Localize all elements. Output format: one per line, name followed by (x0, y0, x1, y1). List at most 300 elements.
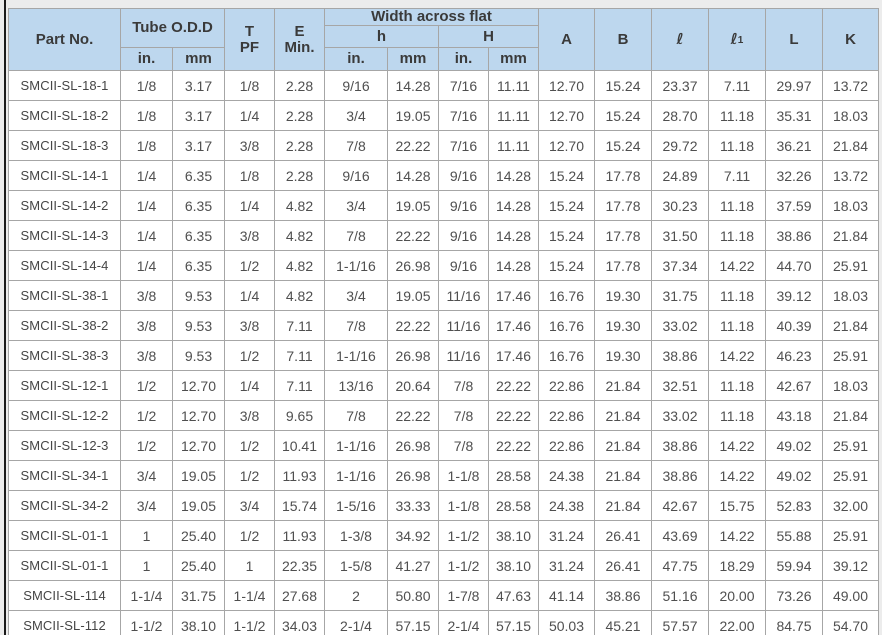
cell-l1: 11.18 (709, 311, 766, 341)
cell-t_pf: 1/4 (225, 371, 275, 401)
cell-tube_in: 1-1/2 (121, 611, 173, 635)
l1-label (730, 29, 744, 48)
cell-part_no: SMCII-SL-18-3 (9, 131, 121, 161)
cell-tube_in: 1/8 (121, 71, 173, 101)
cell-tube_mm: 12.70 (173, 401, 225, 431)
cell-tube_mm: 3.17 (173, 131, 225, 161)
cell-t_pf: 1/2 (225, 431, 275, 461)
cell-a: 15.24 (539, 191, 595, 221)
left-edge-line (4, 0, 6, 635)
cell-h_in: 1-5/8 (325, 551, 388, 581)
cell-b: 17.78 (595, 251, 652, 281)
cell-e_min: 9.65 (275, 401, 325, 431)
cell-h_mm: 33.33 (388, 491, 439, 521)
cell-e_min: 2.28 (275, 71, 325, 101)
cell-t_pf: 1/4 (225, 281, 275, 311)
cell-h_mm: 19.05 (388, 191, 439, 221)
table-row (9, 281, 879, 311)
cell-L: 35.31 (766, 101, 823, 131)
cell-part_no: SMCII-SL-12-3 (9, 431, 121, 461)
cell-h_mm: 26.98 (388, 341, 439, 371)
cell-part_no: SMCII-SL-114 (9, 581, 121, 611)
cell-h_in: 1-3/8 (325, 521, 388, 551)
cell-l1: 18.29 (709, 551, 766, 581)
cell-H_mm: 47.63 (489, 581, 539, 611)
cell-tube_in: 1/4 (121, 161, 173, 191)
cell-tube_mm: 19.05 (173, 491, 225, 521)
cell-part_no: SMCII-SL-12-2 (9, 401, 121, 431)
cell-l: 30.23 (652, 191, 709, 221)
cell-t_pf: 1/4 (225, 191, 275, 221)
cell-part_no: SMCII-SL-14-1 (9, 161, 121, 191)
h-lower-label: h (376, 27, 387, 45)
cell-L: 29.97 (766, 71, 823, 101)
cell-a: 24.38 (539, 491, 595, 521)
cell-b: 19.30 (595, 341, 652, 371)
cell-e_min: 2.28 (275, 161, 325, 191)
cell-tube_in: 1/4 (121, 221, 173, 251)
cell-l1: 14.22 (709, 461, 766, 491)
cell-b: 19.30 (595, 281, 652, 311)
col-header-part-no (9, 9, 121, 71)
cell-l1: 15.75 (709, 491, 766, 521)
cell-L: 36.21 (766, 131, 823, 161)
cell-L: 84.75 (766, 611, 823, 635)
cell-a: 15.24 (539, 161, 595, 191)
cell-l1: 22.00 (709, 611, 766, 635)
cell-h_mm: 57.15 (388, 611, 439, 635)
cell-tube_in: 3/8 (121, 341, 173, 371)
cell-k: 18.03 (823, 281, 879, 311)
cell-a: 12.70 (539, 131, 595, 161)
cell-H_in: 7/16 (439, 131, 489, 161)
e-min-line1: E (294, 22, 305, 40)
cell-h_in: 7/8 (325, 401, 388, 431)
cell-k: 21.84 (823, 401, 879, 431)
cell-l: 37.34 (652, 251, 709, 281)
cell-t_pf: 3/8 (225, 131, 275, 161)
cell-k: 18.03 (823, 191, 879, 221)
width-across-flat-label: Width across flat (371, 8, 492, 26)
cell-e_min: 7.11 (275, 311, 325, 341)
cell-H_mm: 11.11 (489, 101, 539, 131)
cell-tube_mm: 6.35 (173, 221, 225, 251)
H-in-label: in. (454, 50, 473, 68)
cell-l: 43.69 (652, 521, 709, 551)
cell-H_in: 9/16 (439, 191, 489, 221)
cell-h_in: 3/4 (325, 101, 388, 131)
cell-L: 38.86 (766, 221, 823, 251)
cell-e_min: 2.28 (275, 101, 325, 131)
cell-t_pf: 1-1/2 (225, 611, 275, 635)
cell-tube_mm: 3.17 (173, 71, 225, 101)
cell-l: 31.75 (652, 281, 709, 311)
cell-L: 44.70 (766, 251, 823, 281)
table-row (9, 431, 879, 461)
cell-k: 32.00 (823, 491, 879, 521)
table-row (9, 551, 879, 581)
cell-l1: 7.11 (709, 71, 766, 101)
cell-tube_in: 1/8 (121, 131, 173, 161)
table-row (9, 161, 879, 191)
cell-e_min: 10.41 (275, 431, 325, 461)
cell-H_in: 1-7/8 (439, 581, 489, 611)
cell-a: 31.24 (539, 521, 595, 551)
cell-L: 43.18 (766, 401, 823, 431)
cell-b: 38.86 (595, 581, 652, 611)
cell-e_min: 7.11 (275, 341, 325, 371)
cell-l: 23.37 (652, 71, 709, 101)
col-header-tube-mm (173, 48, 225, 71)
cell-tube_mm: 31.75 (173, 581, 225, 611)
cell-e_min: 4.82 (275, 221, 325, 251)
cell-part_no: SMCII-SL-14-4 (9, 251, 121, 281)
l1-base: ℓ (730, 29, 738, 48)
col-header-part-no-label: Part No. (35, 30, 94, 48)
cell-h_mm: 22.22 (388, 221, 439, 251)
cell-tube_mm: 3.17 (173, 101, 225, 131)
cell-h_in: 9/16 (325, 161, 388, 191)
cell-tube_mm: 12.70 (173, 371, 225, 401)
cell-h_in: 13/16 (325, 371, 388, 401)
cell-H_mm: 17.46 (489, 281, 539, 311)
cell-tube_in: 1/2 (121, 371, 173, 401)
table-row (9, 191, 879, 221)
cell-H_in: 7/8 (439, 401, 489, 431)
cell-k: 25.91 (823, 341, 879, 371)
cell-t_pf: 1/2 (225, 521, 275, 551)
cell-h_in: 9/16 (325, 71, 388, 101)
cell-part_no: SMCII-SL-38-3 (9, 341, 121, 371)
cell-b: 21.84 (595, 401, 652, 431)
cell-l: 32.51 (652, 371, 709, 401)
L-label: L (789, 30, 799, 48)
l-script-label: ℓ (676, 29, 684, 48)
cell-h_in: 1-1/16 (325, 341, 388, 371)
cell-t_pf: 3/8 (225, 221, 275, 251)
cell-t_pf: 1 (225, 551, 275, 581)
cell-tube_mm: 19.05 (173, 461, 225, 491)
table-row (9, 461, 879, 491)
cell-part_no: SMCII-SL-38-2 (9, 311, 121, 341)
cell-e_min: 2.28 (275, 131, 325, 161)
cell-H_in: 11/16 (439, 311, 489, 341)
e-min-line2: Min. (284, 38, 315, 56)
cell-part_no: SMCII-SL-34-1 (9, 461, 121, 491)
cell-l: 57.57 (652, 611, 709, 635)
cell-b: 17.78 (595, 221, 652, 251)
cell-tube_mm: 6.35 (173, 251, 225, 281)
cell-l: 42.67 (652, 491, 709, 521)
H-mm-label: mm (500, 50, 527, 68)
cell-k: 21.84 (823, 131, 879, 161)
cell-a: 16.76 (539, 281, 595, 311)
table-row (9, 521, 879, 551)
cell-l: 24.89 (652, 161, 709, 191)
col-header-k (823, 9, 879, 71)
cell-H_mm: 28.58 (489, 491, 539, 521)
cell-H_in: 11/16 (439, 341, 489, 371)
col-header-t-pf (225, 9, 275, 71)
cell-h_in: 1-5/16 (325, 491, 388, 521)
tube-mm-label: mm (185, 50, 212, 68)
cell-h_in: 7/8 (325, 221, 388, 251)
cell-t_pf: 1/8 (225, 71, 275, 101)
cell-part_no: SMCII-SL-01-1 (9, 551, 121, 581)
cell-l1: 14.22 (709, 251, 766, 281)
cell-t_pf: 1-1/4 (225, 581, 275, 611)
cell-tube_in: 3/4 (121, 461, 173, 491)
cell-H_in: 1-1/8 (439, 461, 489, 491)
table-row (9, 611, 879, 635)
cell-h_mm: 22.22 (388, 401, 439, 431)
cell-l1: 7.11 (709, 161, 766, 191)
cell-k: 54.70 (823, 611, 879, 635)
cell-a: 12.70 (539, 71, 595, 101)
spec-table (8, 8, 879, 635)
cell-l1: 14.22 (709, 341, 766, 371)
table-row (9, 251, 879, 281)
cell-k: 49.00 (823, 581, 879, 611)
cell-tube_in: 1-1/4 (121, 581, 173, 611)
cell-b: 17.78 (595, 161, 652, 191)
cell-L: 73.26 (766, 581, 823, 611)
cell-H_mm: 11.11 (489, 71, 539, 101)
cell-L: 32.26 (766, 161, 823, 191)
h-in-label: in. (347, 50, 365, 68)
table-row (9, 71, 879, 101)
cell-l1: 11.18 (709, 281, 766, 311)
cell-k: 25.91 (823, 431, 879, 461)
cell-h_in: 1-1/16 (325, 251, 388, 281)
cell-b: 21.84 (595, 461, 652, 491)
cell-h_in: 3/4 (325, 191, 388, 221)
cell-l: 47.75 (652, 551, 709, 581)
cell-tube_in: 3/8 (121, 281, 173, 311)
cell-H_mm: 14.28 (489, 221, 539, 251)
col-header-L (766, 9, 823, 71)
cell-h_in: 7/8 (325, 131, 388, 161)
cell-l: 31.50 (652, 221, 709, 251)
cell-l: 33.02 (652, 311, 709, 341)
cell-b: 19.30 (595, 311, 652, 341)
cell-l: 29.72 (652, 131, 709, 161)
cell-t_pf: 1/8 (225, 161, 275, 191)
cell-h_in: 1-1/16 (325, 461, 388, 491)
cell-a: 41.14 (539, 581, 595, 611)
cell-a: 24.38 (539, 461, 595, 491)
cell-h_mm: 26.98 (388, 431, 439, 461)
cell-H_in: 9/16 (439, 161, 489, 191)
cell-H_mm: 14.28 (489, 161, 539, 191)
cell-a: 12.70 (539, 101, 595, 131)
cell-tube_in: 1/2 (121, 431, 173, 461)
cell-tube_in: 1/4 (121, 251, 173, 281)
table-row (9, 221, 879, 251)
cell-L: 46.23 (766, 341, 823, 371)
cell-e_min: 22.35 (275, 551, 325, 581)
cell-L: 42.67 (766, 371, 823, 401)
cell-l1: 11.18 (709, 191, 766, 221)
cell-H_in: 1-1/8 (439, 491, 489, 521)
cell-H_in: 11/16 (439, 281, 489, 311)
cell-H_in: 1-1/2 (439, 551, 489, 581)
cell-h_mm: 41.27 (388, 551, 439, 581)
cell-k: 18.03 (823, 371, 879, 401)
cell-H_in: 7/16 (439, 101, 489, 131)
cell-L: 37.59 (766, 191, 823, 221)
t-pf-line2: PF (239, 38, 260, 56)
table-body (9, 71, 879, 635)
cell-e_min: 4.82 (275, 281, 325, 311)
cell-l1: 11.18 (709, 401, 766, 431)
cell-tube_mm: 6.35 (173, 191, 225, 221)
col-header-e-min (275, 9, 325, 71)
cell-tube_mm: 25.40 (173, 521, 225, 551)
cell-h_mm: 19.05 (388, 101, 439, 131)
col-header-a (539, 9, 595, 71)
cell-H_mm: 57.15 (489, 611, 539, 635)
cell-h_in: 3/4 (325, 281, 388, 311)
cell-h_in: 2 (325, 581, 388, 611)
cell-h_in: 7/8 (325, 311, 388, 341)
cell-t_pf: 3/8 (225, 311, 275, 341)
h-upper-label: H (483, 27, 494, 45)
cell-k: 25.91 (823, 521, 879, 551)
cell-b: 26.41 (595, 521, 652, 551)
cell-H_mm: 17.46 (489, 311, 539, 341)
table-row (9, 131, 879, 161)
cell-k: 39.12 (823, 551, 879, 581)
k-label: K (845, 30, 856, 48)
t-pf-line1: T (244, 22, 255, 40)
cell-H_in: 9/16 (439, 221, 489, 251)
cell-H_mm: 22.22 (489, 401, 539, 431)
cell-part_no: SMCII-SL-18-2 (9, 101, 121, 131)
cell-e_min: 11.93 (275, 461, 325, 491)
col-header-tube-in (121, 48, 173, 71)
cell-H_mm: 11.11 (489, 131, 539, 161)
col-header-tube-odd-label: Tube O.D.D (132, 19, 213, 37)
cell-l: 33.02 (652, 401, 709, 431)
cell-e_min: 11.93 (275, 521, 325, 551)
cell-e_min: 7.11 (275, 371, 325, 401)
cell-H_mm: 14.28 (489, 191, 539, 221)
cell-H_mm: 22.22 (489, 371, 539, 401)
cell-h_mm: 26.98 (388, 251, 439, 281)
cell-tube_mm: 9.53 (173, 341, 225, 371)
cell-a: 16.76 (539, 311, 595, 341)
cell-a: 31.24 (539, 551, 595, 581)
cell-a: 15.24 (539, 251, 595, 281)
cell-L: 49.02 (766, 431, 823, 461)
cell-a: 22.86 (539, 371, 595, 401)
cell-b: 26.41 (595, 551, 652, 581)
cell-part_no: SMCII-SL-14-2 (9, 191, 121, 221)
cell-l1: 14.22 (709, 431, 766, 461)
cell-tube_mm: 9.53 (173, 281, 225, 311)
cell-a: 15.24 (539, 221, 595, 251)
cell-l: 51.16 (652, 581, 709, 611)
cell-part_no: SMCII-SL-12-1 (9, 371, 121, 401)
cell-l: 28.70 (652, 101, 709, 131)
cell-tube_mm: 25.40 (173, 551, 225, 581)
cell-part_no: SMCII-SL-112 (9, 611, 121, 635)
cell-e_min: 15.74 (275, 491, 325, 521)
cell-t_pf: 1/2 (225, 251, 275, 281)
cell-b: 21.84 (595, 371, 652, 401)
cell-h_in: 1-1/16 (325, 431, 388, 461)
cell-a: 50.03 (539, 611, 595, 635)
cell-tube_in: 3/4 (121, 491, 173, 521)
cell-h_mm: 14.28 (388, 71, 439, 101)
cell-k: 25.91 (823, 251, 879, 281)
tube-in-label: in. (137, 50, 156, 68)
cell-b: 21.84 (595, 491, 652, 521)
cell-tube_mm: 12.70 (173, 431, 225, 461)
cell-H_in: 9/16 (439, 251, 489, 281)
cell-l1: 20.00 (709, 581, 766, 611)
cell-b: 15.24 (595, 101, 652, 131)
cell-L: 52.83 (766, 491, 823, 521)
cell-part_no: SMCII-SL-01-1 (9, 521, 121, 551)
col-header-h-in (325, 48, 388, 71)
col-header-b (595, 9, 652, 71)
cell-k: 21.84 (823, 311, 879, 341)
cell-t_pf: 1/2 (225, 461, 275, 491)
cell-H_in: 7/16 (439, 71, 489, 101)
cell-H_mm: 17.46 (489, 341, 539, 371)
b-label: B (617, 30, 629, 48)
cell-tube_in: 1 (121, 521, 173, 551)
col-header-H-mm (489, 48, 539, 71)
cell-part_no: SMCII-SL-34-2 (9, 491, 121, 521)
table-row (9, 371, 879, 401)
cell-e_min: 4.82 (275, 191, 325, 221)
cell-tube_in: 1/2 (121, 401, 173, 431)
cell-H_mm: 28.58 (489, 461, 539, 491)
cell-e_min: 4.82 (275, 251, 325, 281)
cell-H_in: 7/8 (439, 371, 489, 401)
col-header-width-across-flat (325, 9, 539, 26)
cell-tube_mm: 6.35 (173, 161, 225, 191)
cell-a: 16.76 (539, 341, 595, 371)
cell-tube_in: 3/8 (121, 311, 173, 341)
cell-l1: 14.22 (709, 521, 766, 551)
cell-b: 21.84 (595, 431, 652, 461)
cell-H_mm: 38.10 (489, 521, 539, 551)
cell-b: 15.24 (595, 71, 652, 101)
cell-tube_in: 1/8 (121, 101, 173, 131)
table-header (9, 9, 879, 71)
cell-l1: 11.18 (709, 131, 766, 161)
cell-l: 38.86 (652, 431, 709, 461)
cell-H_in: 7/8 (439, 431, 489, 461)
cell-H_mm: 22.22 (489, 431, 539, 461)
cell-L: 40.39 (766, 311, 823, 341)
col-header-h-upper (439, 26, 539, 48)
cell-h_mm: 19.05 (388, 281, 439, 311)
cell-H_mm: 38.10 (489, 551, 539, 581)
col-header-l1 (709, 9, 766, 71)
cell-H_in: 2-1/4 (439, 611, 489, 635)
cell-H_mm: 14.28 (489, 251, 539, 281)
table-row (9, 491, 879, 521)
col-header-l (652, 9, 709, 71)
cell-h_mm: 20.64 (388, 371, 439, 401)
col-header-h-mm (388, 48, 439, 71)
cell-b: 15.24 (595, 131, 652, 161)
